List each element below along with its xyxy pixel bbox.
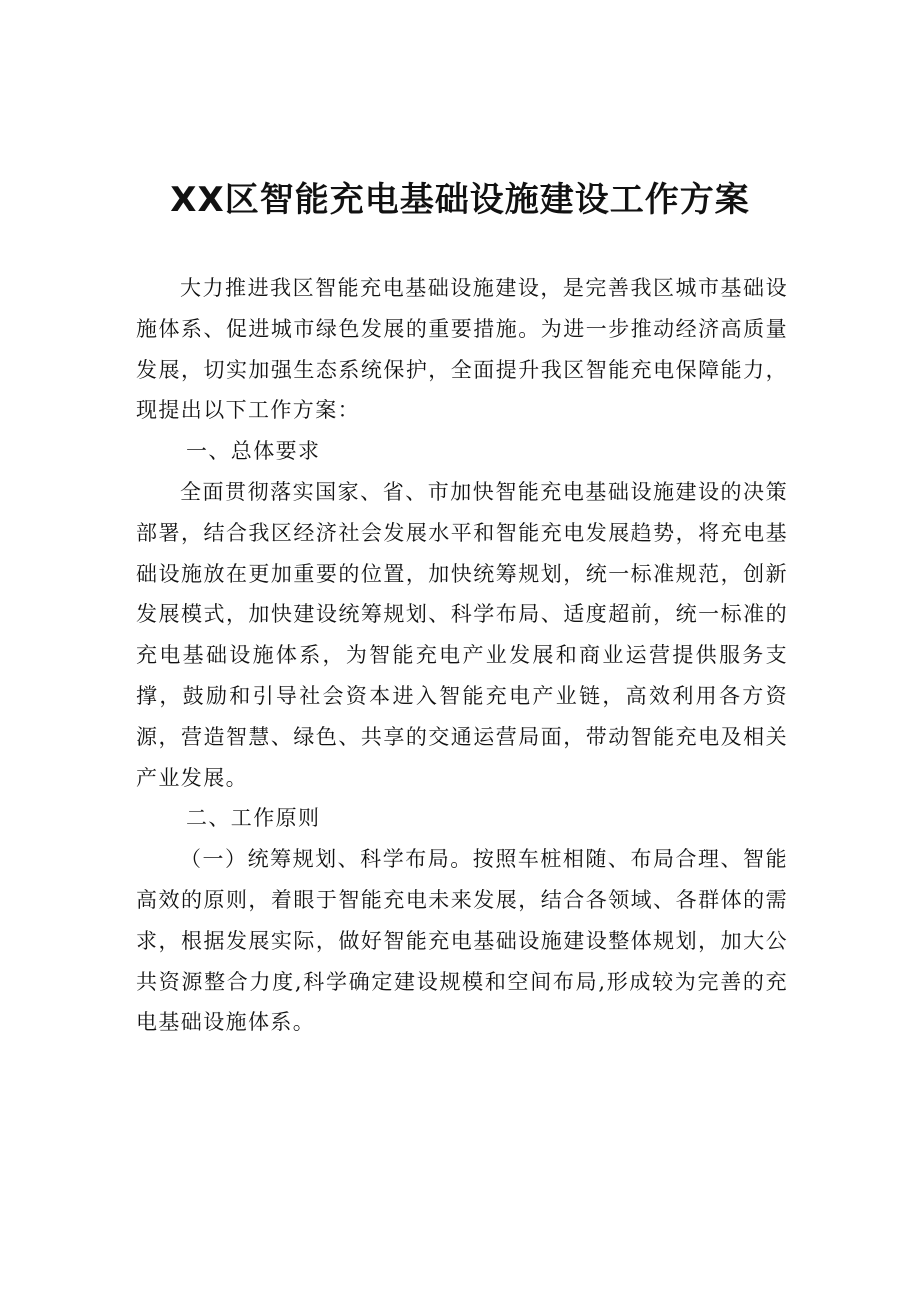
intro-paragraph: 大力推进我区智能充电基础设施建设，是完善我区城市基础设施体系、促进城市绿色发展的重要措施。为进一步推动经济高质量发展，切实加强生态系统保护，全面提升我区智能充电保障能力，现提出以下工作方案： (136, 276, 788, 423)
principle-one-paragraph: （一）统筹规划、科学布局。按照车桩相随、布局合理、智能高效的原则，着眼于智能充电未来发展，结合各领域、各群体的需求，根据发展实际，做好智能充电基础设施建设整体规划，加大公共资源整合力度,科学确定建设规模和空间布局,形成较为完善的充电基础设施体系。 (136, 847, 788, 1035)
document-body (136, 268, 788, 1043)
general-requirements-paragraph: 全面贯彻落实国家、省、市加快智能充电基础设施建设的决策部署，结合我区经济社会发展水平和智能充电发展趋势，将充电基础设施放在更加重要的位置，加快统筹规划，统一标准规范，创新发展模式，加快建设统筹规划、科学布局、适度超前，统一标准的充电基础设施体系，为智能充电产业发展和商业运营提供服务支撑，鼓励和引导社会资本进入智能充电产业链，高效利用各方资源，营造智慧、绿色、共享的交通运营局面，带动智能充电及相关产业发展。 (136, 479, 788, 790)
section-heading-general-requirements: 一、总体要求 (186, 439, 321, 464)
document-title: XX区智能充电基础设施建设工作方案 (170, 180, 750, 220)
section-heading-work-principles: 二、工作原则 (186, 806, 321, 831)
